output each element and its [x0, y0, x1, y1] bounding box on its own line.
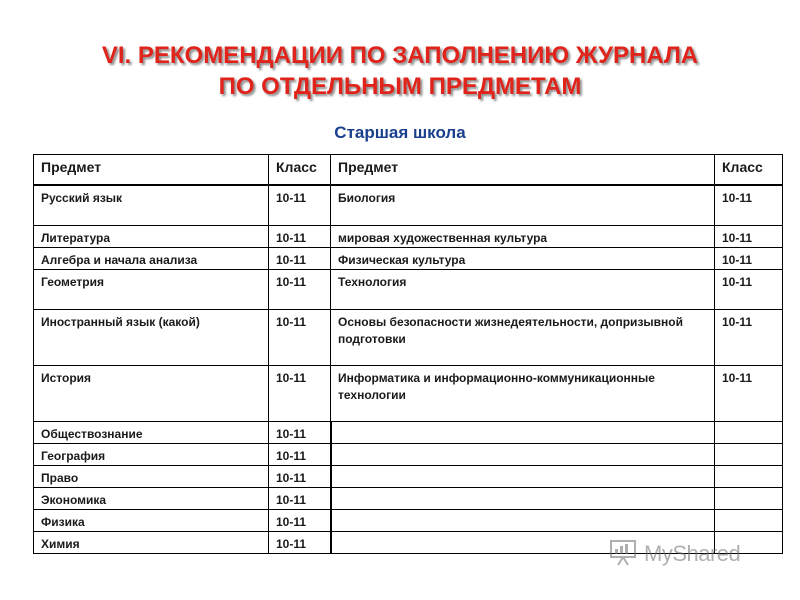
- cell-subject: История: [34, 365, 269, 421]
- cell-class: [715, 443, 783, 465]
- cell-class: 10-11: [269, 443, 331, 465]
- cell-subject: Русский язык: [34, 185, 269, 225]
- table-row: [34, 269, 783, 309]
- table-row: [34, 309, 783, 365]
- cell-class: 10-11: [269, 531, 331, 553]
- cell-class: 10-11: [269, 365, 331, 421]
- cell-subject: Физическая культура: [331, 247, 715, 269]
- table-row: [34, 443, 783, 465]
- table-row: [34, 365, 783, 421]
- cell-class: [715, 421, 783, 443]
- cell-subject: География: [34, 443, 269, 465]
- section-subtitle: Старшая школа: [334, 123, 466, 142]
- cell-class: 10-11: [269, 225, 331, 247]
- cell-subject: Биология: [331, 185, 715, 225]
- cell-class: 10-11: [715, 225, 783, 247]
- cell-class: 10-11: [269, 509, 331, 531]
- cell-subject: Физика: [34, 509, 269, 531]
- watermark-text: MyShared: [644, 541, 741, 566]
- presentation-board-icon: [608, 537, 638, 572]
- cell-subject: Алгебра и начала анализа: [34, 247, 269, 269]
- cell-subject: [331, 509, 715, 531]
- table-row: [34, 487, 783, 509]
- cell-class: 10-11: [269, 185, 331, 225]
- table-row: [34, 509, 783, 531]
- cell-subject: Химия: [34, 531, 269, 553]
- cell-subject: Обществознание: [34, 421, 269, 443]
- cell-class: 10-11: [269, 269, 331, 309]
- table-row: [34, 421, 783, 443]
- cell-class: [715, 487, 783, 509]
- cell-class: 10-11: [269, 487, 331, 509]
- header-subject-2: Предмет: [331, 155, 715, 186]
- cell-class: 10-11: [715, 269, 783, 309]
- cell-subject: Литература: [34, 225, 269, 247]
- cell-class: 10-11: [269, 465, 331, 487]
- cell-subject: [331, 465, 715, 487]
- table-row: [34, 247, 783, 269]
- cell-subject: Информатика и информационно-коммуникационные технологии: [331, 365, 715, 421]
- cell-subject: [331, 487, 715, 509]
- table-row: [34, 185, 783, 225]
- title-line-2: ПО ОТДЕЛЬНЫМ ПРЕДМЕТАМ: [218, 73, 582, 100]
- cell-class: 10-11: [269, 309, 331, 365]
- cell-subject: Геометрия: [34, 269, 269, 309]
- cell-class: 10-11: [715, 185, 783, 225]
- watermark: [608, 536, 768, 572]
- header-class-1: Класс: [269, 155, 331, 186]
- table-header-row: [34, 155, 783, 186]
- cell-subject: Экономика: [34, 487, 269, 509]
- page-title: [0, 40, 800, 102]
- table-row: [34, 225, 783, 247]
- cell-subject: Иностранный язык (какой): [34, 309, 269, 365]
- cell-subject: Право: [34, 465, 269, 487]
- cell-subject: мировая художественная культура: [331, 225, 715, 247]
- header-class-2: Класс: [715, 155, 783, 186]
- cell-subject: Основы безопасности жизнедеятельности, допризывной подготовки: [331, 309, 715, 365]
- table-row: [34, 465, 783, 487]
- cell-class: 10-11: [715, 247, 783, 269]
- cell-class: 10-11: [269, 421, 331, 443]
- cell-class: 10-11: [269, 247, 331, 269]
- cell-class: 10-11: [715, 309, 783, 365]
- cell-class: [715, 465, 783, 487]
- cell-subject: [331, 421, 715, 443]
- cell-class: [715, 509, 783, 531]
- cell-subject: Технология: [331, 269, 715, 309]
- header-subject-1: Предмет: [34, 155, 269, 186]
- title-line-1: VI. РЕКОМЕНДАЦИИ ПО ЗАПОЛНЕНИЮ ЖУРНАЛА: [101, 42, 699, 69]
- cell-subject: [331, 443, 715, 465]
- cell-class: 10-11: [715, 365, 783, 421]
- subjects-table: [33, 154, 783, 554]
